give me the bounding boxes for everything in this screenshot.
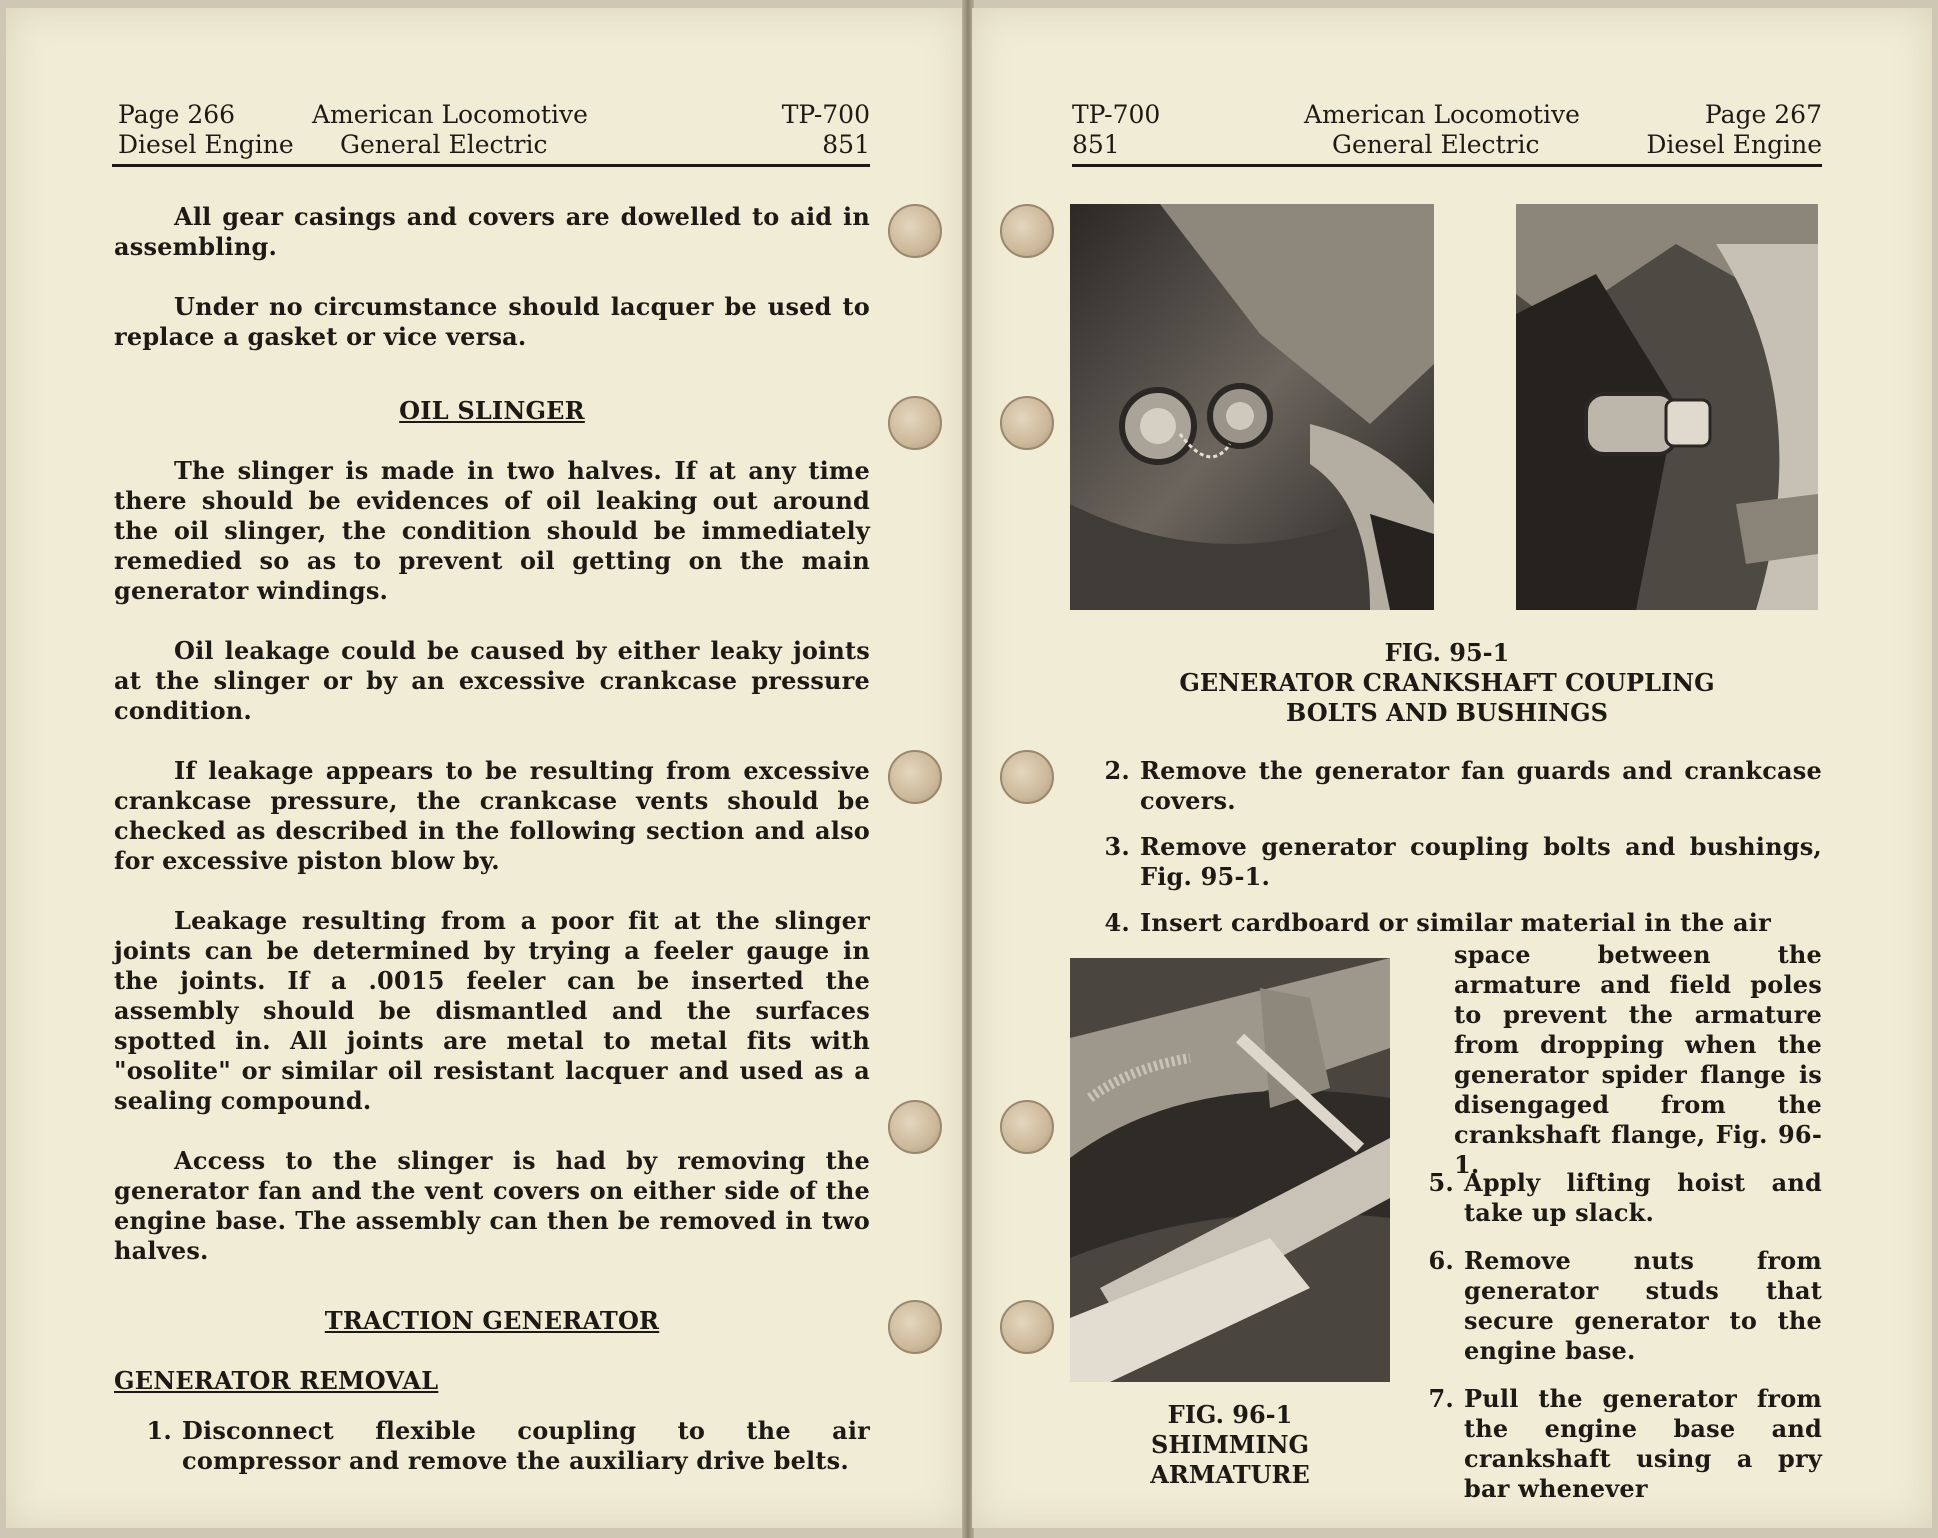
right-section-name: Diesel Engine: [1646, 130, 1822, 159]
right-page-number: Page 267: [1704, 100, 1822, 129]
fig-95-photo-right: [1516, 204, 1818, 610]
left-body: [114, 202, 870, 1492]
left-page-header: [112, 96, 870, 167]
binder-hole: [1000, 750, 1054, 804]
step-text: Pull the generator from the engine base and crankshaft using a pry bar whenever: [1464, 1384, 1822, 1503]
step-item: [1072, 908, 1822, 938]
right-page-header: [1072, 96, 1822, 167]
step-number: 2.: [1104, 756, 1130, 785]
right-page: [972, 8, 1932, 1528]
paragraph: Oil leakage could be caused by either leaky joints at the slinger or by an excessive crankcase pressure condition.: [114, 636, 870, 725]
left-steps: [114, 1416, 870, 1476]
fig-95-photo-left: [1070, 204, 1434, 610]
fig-96-caption-text: SHIMMING ARMATURE: [1150, 1430, 1310, 1489]
armature-photo-graphic: [1070, 958, 1390, 1382]
paragraph: The slinger is made in two halves. If at any time there should be evidences of oil leaking out around the oil slinger, the condition should be immediately remedied so as to prevent oil getting on the main generator windings.: [114, 456, 870, 605]
fig-95-caption: [1072, 638, 1822, 728]
binder-hole: [888, 750, 942, 804]
step-text: Apply lifting hoist and take up slack.: [1464, 1168, 1822, 1227]
step-item: [1396, 1384, 1822, 1504]
step-item: [1072, 832, 1822, 892]
step-number: 3.: [1104, 832, 1130, 861]
oil-slinger-heading: OIL SLINGER: [399, 396, 585, 425]
right-header-title: American Locomotive: [1304, 100, 1580, 129]
traction-generator-heading: TRACTION GENERATOR: [324, 1306, 660, 1335]
step-number: 1.: [146, 1416, 172, 1445]
left-manual-number: TP-700: [781, 100, 870, 129]
binder-hole: [888, 204, 942, 258]
paragraph: All gear casings and covers are dowelled to aid in assembling.: [114, 202, 870, 261]
step-text: Insert cardboard or similar material in the air: [1140, 908, 1771, 937]
right-manual-number: TP-700: [1072, 100, 1161, 129]
fig-95-caption-line1: GENERATOR CRANKSHAFT COUPLING: [1179, 668, 1715, 697]
left-page-number: Page 266: [118, 100, 236, 129]
step-item: [114, 1416, 870, 1476]
bushing-photo-graphic: [1516, 204, 1818, 610]
fig-95-number: FIG. 95-1: [1384, 638, 1510, 667]
paragraph: Under no circumstance should lacquer be used to replace a gasket or vice versa.: [114, 292, 870, 351]
left-section-name: Diesel Engine: [118, 130, 294, 159]
binder-hole: [1000, 1100, 1054, 1154]
right-manual-code: 851: [1072, 130, 1120, 159]
fig-96-number: FIG. 96-1: [1167, 1400, 1293, 1429]
paragraph: If leakage appears to be resulting from excessive crankcase pressure, the crankcase vents should be checked as described in the following section and also for excessive piston blow by.: [114, 756, 870, 875]
left-page: [6, 8, 964, 1528]
step-number: 4.: [1104, 908, 1130, 937]
right-header-subtitle: General Electric: [1332, 130, 1540, 159]
binder-hole: [888, 396, 942, 450]
paragraph: Access to the slinger is had by removing the generator fan and the vent covers on either side of the engine base. The assembly can then be removed in two halves.: [114, 1146, 870, 1265]
binder-hole: [888, 1100, 942, 1154]
step-item: [1396, 1246, 1822, 1366]
step-text: Remove the generator fan guards and crankcase covers.: [1140, 756, 1822, 815]
step-item: [1396, 1168, 1822, 1228]
step4-continuation: space between the armature and field poles to prevent the armature from dropping when the generator spider flange is disengaged from the crankshaft flange, Fig. 96-1.: [1454, 940, 1822, 1179]
step-number: 7.: [1428, 1384, 1454, 1413]
binder-hole: [1000, 1300, 1054, 1354]
step-text: Remove nuts from generator studs that secure generator to the engine base.: [1464, 1246, 1822, 1365]
binder-hole: [1000, 204, 1054, 258]
step-item: [1072, 756, 1822, 816]
side-steps: [1396, 1168, 1822, 1520]
coupling-photo-graphic: [1070, 204, 1434, 610]
generator-removal-heading: GENERATOR REMOVAL: [114, 1366, 439, 1395]
left-header-subtitle: General Electric: [340, 130, 548, 159]
binder-hole: [888, 1300, 942, 1354]
paragraph: Leakage resulting from a poor fit at the slinger joints can be determined by trying a feeler gauge in the joints. If a .0015 feeler can be inserted the assembly should be dismantled and the surfaces spotted in. All joints are metal to metal fits with "osolite" or similar oil resistant lacquer and used as a sealing compound.: [114, 906, 870, 1115]
step-text: Remove generator coupling bolts and bushings, Fig. 95-1.: [1140, 832, 1822, 891]
right-steps: [1072, 756, 1822, 938]
step-number: 5.: [1428, 1168, 1454, 1197]
left-header-title: American Locomotive: [312, 100, 588, 129]
fig-95-caption-line2: BOLTS AND BUSHINGS: [1285, 698, 1609, 727]
step-text: Disconnect flexible coupling to the air compressor and remove the auxiliary drive belts.: [182, 1416, 870, 1475]
step-number: 6.: [1428, 1246, 1454, 1275]
fig-96-caption: [1070, 1400, 1390, 1490]
fig-96-photo: [1070, 958, 1390, 1382]
left-manual-code: 851: [822, 130, 870, 159]
binder-hole: [1000, 396, 1054, 450]
